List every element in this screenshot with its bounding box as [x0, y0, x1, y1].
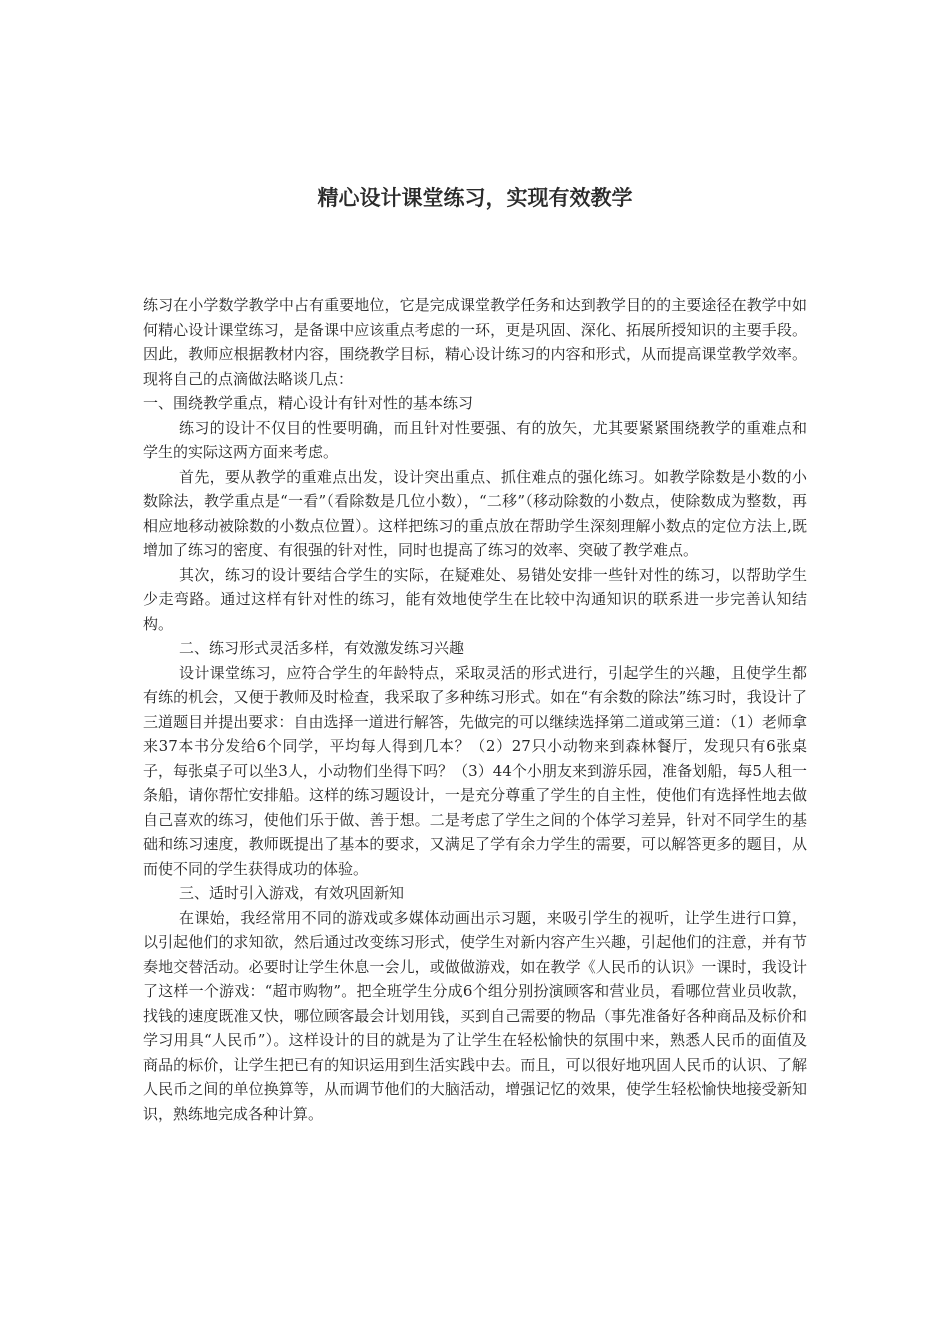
- body-paragraph: 其次，练习的设计要结合学生的实际，在疑难处、易错处安排一些针对性的练习，以帮助学生少走弯路。通过这样有针对性的练习，能有效地使学生在比较中沟通知识的联系进一步完善认知结构。: [143, 565, 807, 633]
- body-paragraph: 练习的设计不仅目的性要明确，而且针对性要强、有的放矢，尤其要紧紧围绕教学的重难点和学生的实际这两方面来考虑。: [143, 418, 807, 461]
- body-paragraph: 首先，要从教学的重难点出发，设计突出重点、抓住难点的强化练习。如教学除数是小数的小数除法，教学重点是“一看”（看除数是几位小数），“二移”（移动除数的小数点，使除数成为整数，再相应地移动被除数的小数点位置）。这样把练习的重点放在帮助学生深刻理解小数点的定位方法上,既增加了练习的密度、有很强的针对性，同时也提高了练习的效率、突破了教学难点。: [143, 467, 807, 559]
- document-title: 精心设计课堂练习，实现有效教学: [317, 186, 633, 210]
- body-paragraph: 设计课堂练习，应符合学生的年龄特点，采取灵活的形式进行，引起学生的兴趣，且使学生都有练的机会，又便于教师及时检查，我采取了多种练习形式。如在“有余数的除法”练习时，我设计了三道题目并提出要求：自由选择一道进行解答，先做完的可以继续选择第二道或第三道：（1）老师拿来37本书分发给6个同学，平均每人得到几本？（2）27只小动物来到森林餐厅，发现只有6张桌子，每张桌子可以坐3人，小动物们坐得下吗？（3）44个小朋友来到游乐园，准备划船，每5人租一条船，请你帮忙安排船。这样的练习题设计，一是充分尊重了学生的自主性，使他们有选择性地去做自己喜欢的练习，使他们乐于做、善于想。二是考虑了学生之间的个体学习差异，针对不同学生的基础和练习速度，教师既提出了基本的要求，又满足了学有余力学生的需要，可以解答更多的题目，从而使不同的学生获得成功的体验。: [143, 663, 807, 878]
- document-body: [143, 293, 807, 1126]
- body-paragraph: 在课始，我经常用不同的游戏或多媒体动画出示习题，来吸引学生的视听，让学生进行口算，以引起他们的求知欲，然后通过改变练习形式，使学生对新内容产生兴趣，引起他们的注意，并有节奏地交替活动。必要时让学生休息一会儿，或做做游戏，如在教学《人民币的认识》一课时，我设计了这样一个游戏：“超市购物”。把全班学生分成6个组分别扮演顾客和营业员，看哪位营业员收款，找钱的速度既准又快，哪位顾客最会计划用钱，买到自己需要的物品（事先准备好各种商品及标价和学习用具“人民币”）。这样设计的目的就是为了让学生在轻松愉快的氛围中来，熟悉人民币的面值及商品的标价，让学生把已有的知识运用到生活实践中去。而且，可以很好地巩固人民币的认识、了解人民币之间的单位换算等，从而调节他们的大脑活动，增强记忆的效果，使学生轻松愉快地接受新知识，熟练地完成各种计算。: [143, 908, 807, 1123]
- section-heading-3: 三、适时引入游戏，有效巩固新知: [179, 884, 405, 902]
- section-heading-2: 二、练习形式灵活多样，有效激发练习兴趣: [179, 639, 465, 657]
- intro-paragraph: 练习在小学数学教学中占有重要地位，它是完成课堂教学任务和达到教学目的的主要途径在教学中如何精心设计课堂练习，是备课中应该重点考虑的一环，更是巩固、深化、拓展所授知识的主要手段。因此，教师应根据教材内容，围绕教学目标，精心设计练习的内容和形式，从而提高课堂教学效率。现将自己的点滴做法略谈几点：: [143, 296, 807, 388]
- section-heading-1: 一、围绕教学重点，精心设计有针对性的基本练习: [143, 394, 474, 412]
